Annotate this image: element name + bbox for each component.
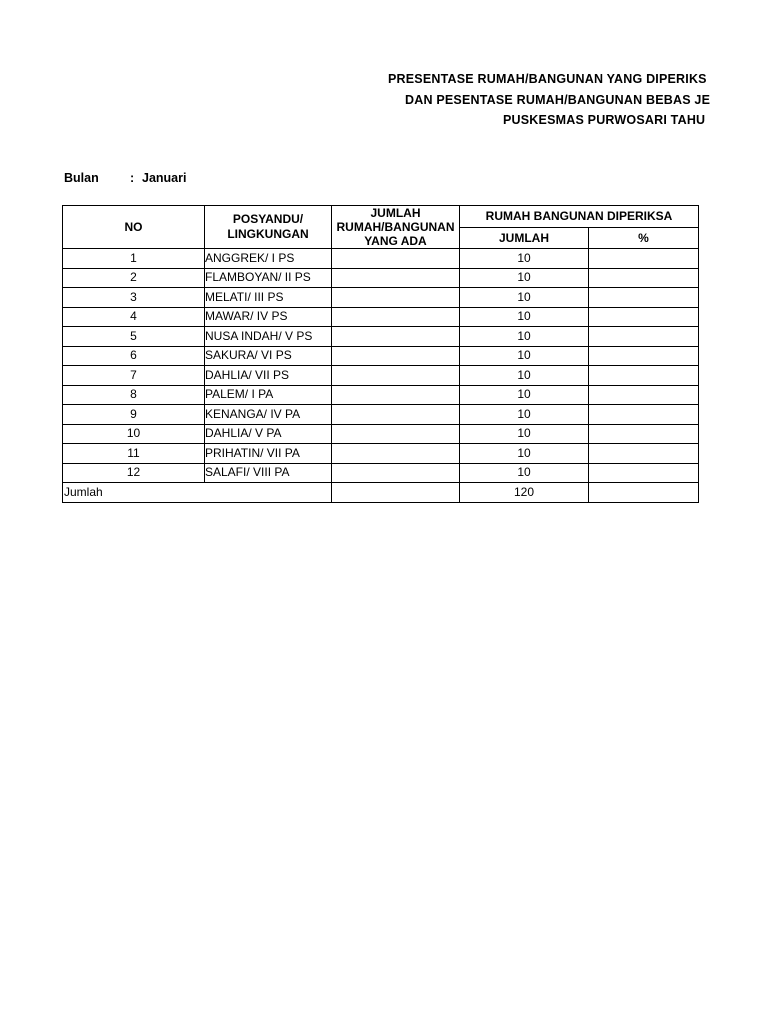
row-jumlah: 10	[460, 366, 589, 386]
row-jumlah-ada	[332, 327, 460, 347]
table-row	[63, 463, 699, 483]
row-no: 7	[63, 366, 205, 386]
row-persen	[589, 288, 699, 308]
total-persen	[589, 483, 699, 503]
row-posyandu: SAKURA/ VI PS	[205, 346, 332, 366]
row-jumlah-ada	[332, 346, 460, 366]
row-jumlah-ada	[332, 444, 460, 464]
row-posyandu: DAHLIA/ V PA	[205, 424, 332, 444]
row-no: 1	[63, 249, 205, 269]
period-label: Bulan	[64, 171, 99, 185]
header-jumlah-rumah-ada	[332, 206, 460, 249]
row-jumlah-ada	[332, 424, 460, 444]
total-label: Jumlah	[63, 483, 332, 503]
row-posyandu: ANGGREK/ I PS	[205, 249, 332, 269]
total-row	[63, 483, 699, 503]
table-row	[63, 385, 699, 405]
table-row	[63, 346, 699, 366]
row-persen	[589, 366, 699, 386]
table-row	[63, 405, 699, 425]
row-no: 4	[63, 307, 205, 327]
row-jumlah-ada	[332, 463, 460, 483]
row-posyandu: MAWAR/ IV PS	[205, 307, 332, 327]
row-posyandu: KENANGA/ IV PA	[205, 405, 332, 425]
table-row	[63, 268, 699, 288]
header-jumlah: JUMLAH	[460, 227, 589, 249]
row-posyandu: FLAMBOYAN/ II PS	[205, 268, 332, 288]
table-row	[63, 307, 699, 327]
table-row	[63, 424, 699, 444]
row-posyandu: MELATI/ III PS	[205, 288, 332, 308]
report-title-line-1: PRESENTASE RUMAH/BANGUNAN YANG DIPERIKS	[388, 72, 707, 86]
table-row	[63, 366, 699, 386]
row-no: 12	[63, 463, 205, 483]
row-posyandu: DAHLIA/ VII PS	[205, 366, 332, 386]
row-no: 8	[63, 385, 205, 405]
row-jumlah: 10	[460, 268, 589, 288]
row-persen	[589, 444, 699, 464]
row-posyandu: SALAFI/ VIII PA	[205, 463, 332, 483]
row-persen	[589, 268, 699, 288]
row-jumlah: 10	[460, 288, 589, 308]
header-persen: %	[589, 227, 699, 249]
row-jumlah: 10	[460, 444, 589, 464]
row-persen	[589, 249, 699, 269]
header-no: NO	[63, 206, 205, 249]
row-no: 6	[63, 346, 205, 366]
row-no: 11	[63, 444, 205, 464]
period-separator: :	[130, 171, 135, 185]
row-jumlah-ada	[332, 307, 460, 327]
row-jumlah: 10	[460, 424, 589, 444]
row-jumlah-ada	[332, 366, 460, 386]
row-jumlah: 10	[460, 405, 589, 425]
row-jumlah: 10	[460, 463, 589, 483]
table-row	[63, 249, 699, 269]
total-jumlah: 120	[460, 483, 589, 503]
row-persen	[589, 307, 699, 327]
row-jumlah: 10	[460, 346, 589, 366]
row-jumlah: 10	[460, 307, 589, 327]
row-no: 9	[63, 405, 205, 425]
row-jumlah: 10	[460, 327, 589, 347]
period-value: Januari	[142, 171, 187, 185]
row-persen	[589, 463, 699, 483]
table-row	[63, 327, 699, 347]
table-row	[63, 444, 699, 464]
row-persen	[589, 385, 699, 405]
row-jumlah-ada	[332, 288, 460, 308]
row-persen	[589, 346, 699, 366]
table-body	[63, 249, 699, 483]
header-jumlah-ada-line-3: YANG ADA	[364, 234, 427, 248]
report-title-line-3: PUSKESMAS PURWOSARI TAHU	[503, 113, 706, 127]
row-posyandu: NUSA INDAH/ V PS	[205, 327, 332, 347]
row-jumlah-ada	[332, 385, 460, 405]
header-jumlah-ada-line-2: RUMAH/BANGUNAN	[336, 220, 455, 234]
report-title-line-2: DAN PESENTASE RUMAH/BANGUNAN BEBAS JE	[405, 93, 711, 107]
row-persen	[589, 327, 699, 347]
row-persen	[589, 424, 699, 444]
row-no: 5	[63, 327, 205, 347]
row-jumlah-ada	[332, 249, 460, 269]
row-jumlah-ada	[332, 405, 460, 425]
row-posyandu: PRIHATIN/ VII PA	[205, 444, 332, 464]
row-no: 10	[63, 424, 205, 444]
row-jumlah: 10	[460, 249, 589, 269]
row-no: 3	[63, 288, 205, 308]
table-row	[63, 288, 699, 308]
row-jumlah: 10	[460, 385, 589, 405]
header-group-diperiksa: RUMAH BANGUNAN DIPERIKSA	[460, 206, 699, 228]
header-posyandu-text: POSYANDU/ LINGKUNGAN	[227, 212, 309, 241]
header-posyandu	[205, 206, 332, 249]
row-posyandu: PALEM/ I PA	[205, 385, 332, 405]
report-table	[62, 205, 699, 503]
row-jumlah-ada	[332, 268, 460, 288]
header-jumlah-ada-line-1: JUMLAH	[370, 206, 421, 220]
row-persen	[589, 405, 699, 425]
row-no: 2	[63, 268, 205, 288]
total-ada	[332, 483, 460, 503]
